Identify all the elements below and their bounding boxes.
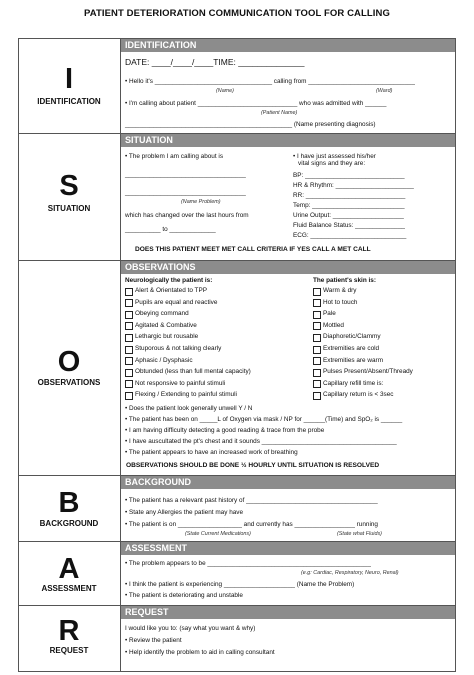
experiencing-line[interactable]: • I think the patient is experiencing ____________________ (Name the Problem) — [125, 581, 355, 588]
identification-label: IDENTIFICATION — [37, 97, 101, 106]
situation-label: SITUATION — [47, 204, 91, 213]
section-identification — [19, 39, 455, 134]
skin-item-checkbox[interactable] — [313, 392, 321, 400]
assessment-header: ASSESSMENT — [121, 542, 455, 555]
neuro-item-label: Flexing / Extending to painful stimuli — [135, 391, 237, 399]
skin-item-label: Pale — [323, 310, 336, 318]
name-problem-hint: (Name Problem) — [181, 199, 221, 205]
problem-appears-line[interactable]: • The problem appears to be ______________________________________________ — [125, 560, 371, 567]
neuro-item-checkbox[interactable] — [125, 299, 133, 307]
obs-resolved-note: OBSERVATIONS SHOULD BE DONE ½ HOURLY UNTIL SITUATION IS RESOLVED — [126, 462, 380, 469]
identification-content — [121, 39, 455, 133]
unstable-line: • The patient is deteriorating and unstable — [125, 592, 243, 599]
neuro-item-checkbox[interactable] — [125, 334, 133, 342]
situation-left-panel — [19, 134, 121, 260]
neuro-item-label: Obtunded (less than full mental capacity) — [135, 368, 251, 376]
section-observations — [19, 261, 455, 476]
identification-header: IDENTIFICATION — [121, 39, 455, 52]
allergies-line: • State any Allergies the patient may have — [125, 509, 244, 516]
assessment-label: ASSESSMENT — [41, 584, 97, 593]
hello-line[interactable]: • Hello it's _________________________________ calling from ______________________________ — [125, 78, 415, 85]
section-situation — [19, 134, 455, 261]
vital-temp[interactable]: Temp: __________________________ — [293, 202, 405, 209]
neuro-item-checkbox[interactable] — [125, 357, 133, 365]
situation-letter: S — [59, 170, 79, 202]
neuro-item-checkbox[interactable] — [125, 346, 133, 354]
ward-hint: (Ward) — [376, 88, 393, 94]
obs-bullet-oxygen[interactable]: • The patient has been on _____L of Oxygen via mask / NP for ______(Time) and SpO₂ is ______ — [125, 416, 403, 423]
diagnosis-line[interactable]: _______________________________________________ (Name presenting diagnosis) — [125, 121, 376, 128]
assessment-left-panel — [19, 542, 121, 605]
request-intro: I would like you to: (say what you want & why) — [125, 625, 256, 632]
observations-label: OBSERVATIONS — [37, 378, 101, 387]
request-left-panel — [19, 606, 121, 671]
assessment-content — [121, 542, 455, 605]
skin-item-label: Capillary return is < 3sec — [323, 391, 394, 399]
neuro-item-checkbox[interactable] — [125, 288, 133, 296]
neuro-item-label: Agitated & Combative — [135, 321, 197, 329]
neuro-item-label: Lethargic but rousable — [135, 333, 199, 341]
assessment-letter: A — [58, 553, 80, 585]
vital-hr[interactable]: HR & Rhythm: ______________________ — [293, 182, 414, 189]
problem-blank-1[interactable]: __________________________________ — [125, 171, 246, 178]
neuro-item-checkbox[interactable] — [125, 322, 133, 330]
identification-left-panel — [19, 39, 121, 133]
skin-item-checkbox[interactable] — [313, 369, 321, 377]
calling-about-line[interactable]: • I'm calling about patient ____________________________ who was admitted with ______ — [125, 100, 387, 107]
section-background — [19, 476, 455, 542]
obs-bullet-unwell[interactable]: • Does the patient look generally unwell Y / N — [125, 405, 253, 412]
vital-bp[interactable]: BP: ____________________________ — [293, 172, 405, 179]
request-content — [121, 606, 455, 671]
background-letter: B — [58, 487, 80, 519]
request-item-review: • Review the patient — [125, 637, 182, 644]
background-label: BACKGROUND — [39, 519, 99, 528]
obs-bullet-chest[interactable]: • I have auscultated the pt's chest and it sounds ______________________________________ — [125, 438, 397, 445]
neuro-heading: Neurologically the patient is: — [125, 277, 213, 284]
neuro-item-label: Obeying command — [135, 310, 189, 318]
neuro-item-label: Alert & Orientated to TPP — [135, 287, 207, 294]
assessed-line-1: • I have just assessed his/her — [293, 153, 376, 160]
history-line[interactable]: • The patient has a relevant past history of _____________________________________ — [125, 497, 378, 504]
request-letter: R — [58, 615, 80, 647]
skin-item-checkbox[interactable] — [313, 322, 321, 330]
medications-line[interactable]: • The patient is on __________________ and currently has _________________ running — [125, 521, 378, 528]
background-header: BACKGROUND — [121, 476, 455, 489]
skin-item-label: Warm & dry — [323, 287, 357, 294]
skin-item-label: Diaphoretic/Clammy — [323, 333, 381, 341]
neuro-item-checkbox[interactable] — [125, 392, 133, 400]
obs-bullet-probe: • I am having difficulty detecting a good reading & trace from the probe — [125, 427, 325, 434]
neuro-item-label: Stuporous & not talking clearly — [135, 345, 222, 352]
neuro-item-label: Aphasic / Dysphasic — [135, 356, 193, 364]
problem-blank-2[interactable]: __________________________________ — [125, 189, 246, 196]
observations-content — [121, 261, 455, 475]
skin-item-checkbox[interactable] — [313, 299, 321, 307]
section-assessment — [19, 542, 455, 606]
skin-item-checkbox[interactable] — [313, 380, 321, 388]
request-header: REQUEST — [121, 606, 455, 619]
situation-header: SITUATION — [121, 134, 455, 147]
vital-ecg[interactable]: ECG: ___________________________ — [293, 232, 407, 239]
skin-item-checkbox[interactable] — [313, 334, 321, 342]
skin-item-label: Pulses Present/Absent/Thready — [323, 368, 413, 376]
observations-header: OBSERVATIONS — [121, 261, 455, 274]
changed-to-line[interactable]: __________ to _____________ — [125, 226, 216, 233]
medications-hint: (State Current Medications) — [185, 531, 251, 537]
obs-bullet-breathing: • The patient appears to have an increased work of breathing — [125, 449, 298, 456]
skin-item-label: Extremities are warm — [323, 356, 384, 364]
background-content — [121, 476, 455, 541]
neuro-item-label: Pupils are equal and reactive — [135, 298, 218, 306]
problem-line: • The problem I am calling about is — [125, 153, 224, 160]
skin-item-label: Mottled — [323, 321, 344, 329]
neuro-item-checkbox[interactable] — [125, 380, 133, 388]
problem-eg-hint: (e.g: Cardiac, Respiratory, Neuro, Renal) — [301, 570, 399, 576]
section-request — [19, 606, 455, 671]
met-call-criteria: DOES THIS PATIENT MEET MET CALL CRITERIA IF YES CALL A MET CALL — [135, 246, 371, 253]
request-item-consultant: • Help identify the problem to aid in calling consultant — [125, 649, 275, 656]
request-label: REQUEST — [49, 646, 89, 655]
vital-urine[interactable]: Urine Output: ____________________ — [293, 212, 404, 219]
name-hint: (Name) — [216, 88, 234, 94]
date-time-field[interactable]: DATE: ____/____/____TIME: ______________ — [125, 57, 305, 67]
identification-letter: I — [64, 63, 74, 95]
skin-heading: The patient's skin is: — [313, 277, 376, 284]
skin-item-label: Hot to touch — [323, 298, 358, 306]
skin-item-checkbox[interactable] — [313, 357, 321, 365]
patient-name-hint: (Patient Name) — [261, 110, 298, 116]
neuro-item-checkbox[interactable] — [125, 369, 133, 377]
fluids-hint: (State what Fluids) — [337, 531, 382, 537]
neuro-item-checkbox[interactable] — [125, 311, 133, 319]
vital-fluid[interactable]: Fluid Balance Status: ______________ — [293, 222, 405, 229]
skin-item-checkbox[interactable] — [313, 288, 321, 296]
sbar-form — [18, 38, 456, 672]
observations-letter: O — [57, 346, 81, 378]
neuro-item-label: Not responsive to painful stimuli — [135, 379, 226, 387]
changed-line: which has changed over the last hours from — [125, 212, 249, 219]
document-title: PATIENT DETERIORATION COMMUNICATION TOOL FOR CALLING — [83, 8, 391, 19]
background-left-panel — [19, 476, 121, 541]
situation-content — [121, 134, 455, 260]
assessed-line-2: vital signs and they are: — [298, 160, 366, 167]
vital-rr[interactable]: RR: ____________________________ — [293, 192, 406, 199]
skin-item-label: Extremities are cold — [323, 345, 380, 352]
skin-item-checkbox[interactable] — [313, 311, 321, 319]
skin-item-label: Capillary refill time is: — [323, 379, 384, 387]
observations-left-panel — [19, 261, 121, 475]
skin-item-checkbox[interactable] — [313, 346, 321, 354]
